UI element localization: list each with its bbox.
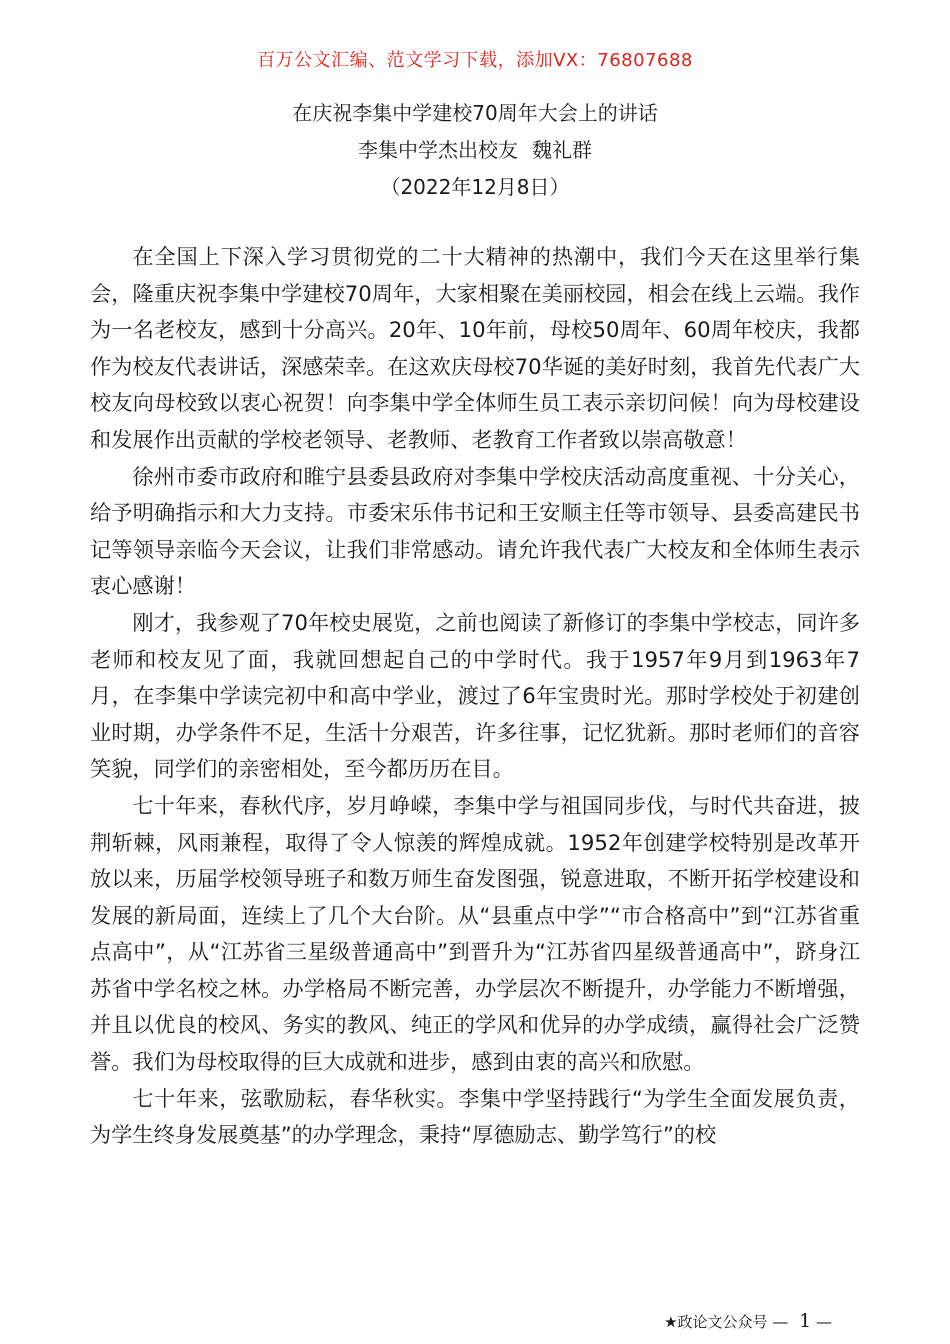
footer-source: ★政论文公众号 [664,1313,768,1331]
page-number: 1 [799,1310,812,1332]
footer-dash-right: — [816,1312,832,1331]
footer-dash-left: — [772,1312,789,1331]
paragraph: 七十年来，弦歌励耘，春华秋实。李集中学坚持践行“为学生全面发展负责，为学生终身发展奠基”的办学理念，秉持“厚德励志、勤学笃行”的校 [90,1085,860,1148]
speech-author [0,138,950,162]
page-footer [664,1310,832,1332]
speech-title: 在庆祝李集中学建校70周年大会上的讲话 [292,101,658,125]
paragraph: 刚才，我参观了70年校史展览，之前也阅读了新修订的李集中学校志，同许多老师和校友见了面，我就回想起自己的中学时代。我于1957年9月到1963年7月，在李集中学读完初中和高中学业，渡过了6年宝贵时光。那时学校处于初建创业时期，办学条件不足，生活十分艰苦，许多往事，记忆犹新。那时老师们的音容笑貌，同学们的亲密相处，至今都历历在目。 [90,609,860,782]
paragraph: 七十年来，春秋代序，岁月峥嵘，李集中学与祖国同步伐，与时代共奋进，披荆斩棘，风雨兼程，取得了令人惊羡的辉煌成就。1952年创建学校特别是改革开放以来，历届学校领导班子和数万师生奋发图强，锐意进取，不断开拓学校建设和发展的新局面，连续上了几个大台阶。从“县重点中学”“市合格高中”到“江苏省重点高中”，从“江苏省三星级普通高中”到晋升为“江苏省四星级普通高中”，跻身江苏省中学名校之林。办学格局不断完善，办学层次不断提升，办学能力不断增强，并且以优良的校风、务实的教风、纯正的学风和优异的办学成绩，赢得社会广泛赞誉。我们为母校取得的巨大成就和进步，感到由衷的高兴和欣慰。 [90,792,860,1075]
speech-body [90,239,860,1154]
author-name: 魏礼群 [532,138,592,162]
speech-date: （2022年12月8日） [380,175,570,199]
watermark-banner: 百万公文汇编、范文学习下载，添加VX：76807688 [257,50,693,71]
paragraph: 徐州市委市政府和睢宁县委县政府对李集中学校庆活动高度重视、十分关心，给予明确指示和大力支持。市委宋乐伟书记和王安顺主任等市领导、县委高建民书记等领导亲临今天会议，让我们非常感动。请允许我代表广大校友和全体师生表示衷心感谢！ [90,463,860,599]
author-role: 李集中学杰出校友 [358,138,518,162]
paragraph: 在全国上下深入学习贯彻党的二十大精神的热潮中，我们今天在这里举行集会，隆重庆祝李集中学建校70周年，大家相聚在美丽校园，相会在线上云端。我作为一名老校友，感到十分高兴。20年、10年前，母校50周年、60周年校庆，我都作为校友代表讲话，深感荣幸。在这欢庆母校70华诞的美好时刻，我首先代表广大校友向母校致以衷心祝贺！向李集中学全体师生员工表示亲切问候！向为母校建设和发展作出贡献的学校老领导、老教师、老教育工作者致以崇高敬意！ [90,244,860,452]
